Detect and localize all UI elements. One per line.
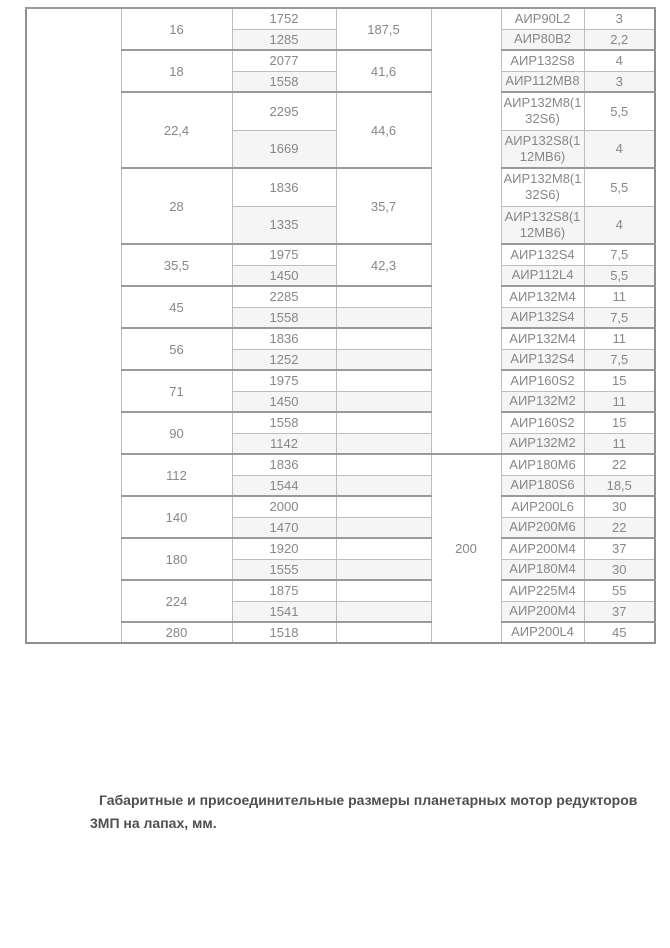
motor-cell: АИР132S8 — [501, 50, 584, 71]
rpm-cell: 2000 — [232, 496, 336, 517]
rpm-cell: 1836 — [232, 168, 336, 206]
table-row — [26, 8, 655, 29]
motor-cell: АИР132М4 — [501, 328, 584, 349]
power-cell: 4 — [584, 206, 655, 244]
power-cell: 45 — [584, 622, 655, 643]
motor-cell: АИР160S2 — [501, 370, 584, 391]
rpm-cell: 1920 — [232, 538, 336, 559]
ratio-cell: 280 — [121, 622, 232, 643]
rpm-cell: 1252 — [232, 349, 336, 370]
torque-cell — [336, 286, 431, 307]
rpm-cell: 1450 — [232, 265, 336, 286]
power-cell: 5,5 — [584, 168, 655, 206]
torque-cell — [336, 538, 431, 559]
motor-cell: АИР132S4 — [501, 244, 584, 265]
rpm-cell: 1541 — [232, 601, 336, 622]
power-cell: 30 — [584, 559, 655, 580]
table-caption — [90, 789, 638, 835]
power-cell: 11 — [584, 433, 655, 454]
power-cell: 37 — [584, 538, 655, 559]
torque-cell — [336, 349, 431, 370]
power-cell: 11 — [584, 391, 655, 412]
table-row — [26, 168, 655, 206]
torque-cell — [336, 517, 431, 538]
ratio-cell: 18 — [121, 50, 232, 92]
ratio-cell: 16 — [121, 8, 232, 50]
torque-cell — [336, 412, 431, 433]
table-row — [26, 580, 655, 601]
power-cell: 4 — [584, 130, 655, 168]
table-row — [26, 538, 655, 559]
ratio-cell: 35,5 — [121, 244, 232, 286]
power-cell: 37 — [584, 601, 655, 622]
torque-cell — [336, 370, 431, 391]
motor-cell: АИР180М4 — [501, 559, 584, 580]
torque-cell — [336, 496, 431, 517]
table-row — [26, 50, 655, 71]
power-cell: 22 — [584, 454, 655, 475]
rpm-cell: 1975 — [232, 370, 336, 391]
motor-cell: АИР200М6 — [501, 517, 584, 538]
torque-cell — [336, 433, 431, 454]
motor-cell: АИР112L4 — [501, 265, 584, 286]
torque-cell — [336, 580, 431, 601]
power-cell: 11 — [584, 286, 655, 307]
power-cell: 22 — [584, 517, 655, 538]
table-row — [26, 370, 655, 391]
ratio-cell: 140 — [121, 496, 232, 538]
power-cell: 15 — [584, 412, 655, 433]
table-row — [26, 328, 655, 349]
motor-cell: АИР132S8(112МВ6) — [501, 130, 584, 168]
rpm-cell: 1544 — [232, 475, 336, 496]
motor-cell: АИР132S8(112МВ6) — [501, 206, 584, 244]
motor-cell: АИР160S2 — [501, 412, 584, 433]
rpm-cell: 1555 — [232, 559, 336, 580]
power-cell: 2,2 — [584, 29, 655, 50]
frame-size-cell — [431, 8, 501, 454]
rpm-cell: 1975 — [232, 244, 336, 265]
table-row — [26, 286, 655, 307]
motor-cell: АИР132S4 — [501, 307, 584, 328]
rpm-cell: 2295 — [232, 92, 336, 130]
table-row — [26, 622, 655, 643]
caption-line-1: Габаритные и присоединительные размеры планетарных мотор редукторов — [99, 792, 638, 808]
torque-cell — [336, 391, 431, 412]
table-row — [26, 454, 655, 475]
power-cell: 7,5 — [584, 349, 655, 370]
rpm-cell: 2077 — [232, 50, 336, 71]
motor-cell: АИР132М2 — [501, 391, 584, 412]
torque-cell — [336, 307, 431, 328]
power-cell: 3 — [584, 8, 655, 29]
torque-cell — [336, 601, 431, 622]
ratio-cell: 45 — [121, 286, 232, 328]
motor-cell: АИР200М4 — [501, 601, 584, 622]
caption-line-2: 3МП на лапах, мм. — [90, 815, 217, 831]
ratio-cell: 112 — [121, 454, 232, 496]
rpm-cell: 1335 — [232, 206, 336, 244]
torque-cell — [336, 559, 431, 580]
power-cell: 55 — [584, 580, 655, 601]
rpm-cell: 1836 — [232, 328, 336, 349]
ratio-cell: 56 — [121, 328, 232, 370]
torque-cell — [336, 328, 431, 349]
ratio-cell: 22,4 — [121, 92, 232, 168]
rpm-cell: 1450 — [232, 391, 336, 412]
table-row — [26, 244, 655, 265]
motor-cell: АИР132S4 — [501, 349, 584, 370]
rpm-cell: 1558 — [232, 412, 336, 433]
table-row — [26, 496, 655, 517]
motor-cell: АИР200L4 — [501, 622, 584, 643]
ratio-cell: 28 — [121, 168, 232, 244]
rpm-cell: 1875 — [232, 580, 336, 601]
table-row — [26, 412, 655, 433]
motor-cell: АИР90L2 — [501, 8, 584, 29]
rpm-cell: 1558 — [232, 307, 336, 328]
motor-cell: АИР132М2 — [501, 433, 584, 454]
power-cell: 5,5 — [584, 92, 655, 130]
motor-cell: АИР132М8(132S6) — [501, 92, 584, 130]
power-cell: 5,5 — [584, 265, 655, 286]
spacer-cell — [26, 8, 121, 643]
motor-cell: АИР200L6 — [501, 496, 584, 517]
ratio-cell: 90 — [121, 412, 232, 454]
table-row — [26, 92, 655, 130]
power-cell: 30 — [584, 496, 655, 517]
motor-cell: АИР180S6 — [501, 475, 584, 496]
motor-reducer-table — [25, 7, 656, 644]
torque-cell — [336, 475, 431, 496]
rpm-cell: 1836 — [232, 454, 336, 475]
ratio-cell: 180 — [121, 538, 232, 580]
motor-cell: АИР132М4 — [501, 286, 584, 307]
torque-cell — [336, 454, 431, 475]
rpm-cell: 2285 — [232, 286, 336, 307]
rpm-cell: 1752 — [232, 8, 336, 29]
motor-cell: АИР80В2 — [501, 29, 584, 50]
rpm-cell: 1558 — [232, 71, 336, 92]
power-cell: 11 — [584, 328, 655, 349]
torque-cell: 187,5 — [336, 8, 431, 50]
motor-cell: АИР200М4 — [501, 538, 584, 559]
motor-cell: АИР225М4 — [501, 580, 584, 601]
rpm-cell: 1518 — [232, 622, 336, 643]
motor-cell: АИР112МВ8 — [501, 71, 584, 92]
motor-cell: АИР180М6 — [501, 454, 584, 475]
rpm-cell: 1669 — [232, 130, 336, 168]
rpm-cell: 1470 — [232, 517, 336, 538]
power-cell: 7,5 — [584, 307, 655, 328]
power-cell: 15 — [584, 370, 655, 391]
rpm-cell: 1142 — [232, 433, 336, 454]
torque-cell: 35,7 — [336, 168, 431, 244]
ratio-cell: 71 — [121, 370, 232, 412]
torque-cell: 44,6 — [336, 92, 431, 168]
torque-cell — [336, 622, 431, 643]
rpm-cell: 1285 — [232, 29, 336, 50]
power-cell: 4 — [584, 50, 655, 71]
ratio-cell: 224 — [121, 580, 232, 622]
torque-cell: 42,3 — [336, 244, 431, 286]
power-cell: 18,5 — [584, 475, 655, 496]
power-cell: 3 — [584, 71, 655, 92]
power-cell: 7,5 — [584, 244, 655, 265]
frame-size-cell: 200 — [431, 454, 501, 643]
motor-cell: АИР132М8(132S6) — [501, 168, 584, 206]
torque-cell: 41,6 — [336, 50, 431, 92]
